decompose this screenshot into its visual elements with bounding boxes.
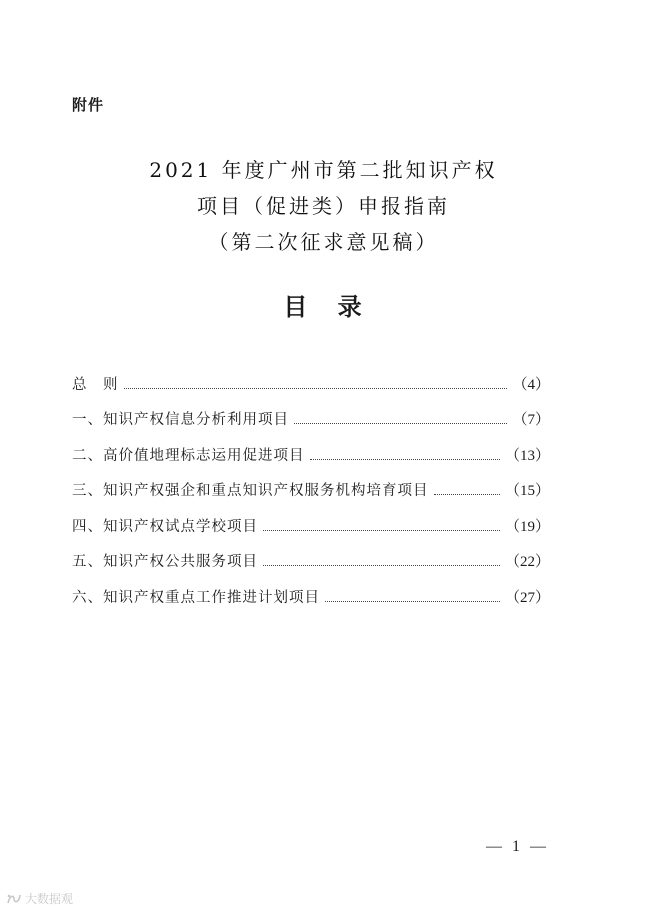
toc-item[interactable] — [72, 465, 550, 501]
document-title — [0, 152, 647, 260]
toc-leader — [310, 459, 500, 460]
toc-item-page: （27） — [504, 589, 550, 606]
toc-item[interactable] — [72, 394, 550, 430]
toc-item[interactable] — [72, 500, 550, 536]
toc-leader — [263, 565, 500, 566]
watermark-text: 大数据观 — [25, 892, 74, 906]
toc-item-label: 三、知识产权强企和重点知识产权服务机构培育项目 — [72, 483, 429, 499]
toc-item[interactable] — [72, 429, 550, 465]
toc-item[interactable] — [72, 358, 550, 394]
watermark-logo-icon — [6, 893, 22, 905]
toc-leader — [434, 494, 500, 495]
attachment-label: 附件 — [72, 96, 105, 114]
toc-item-page: （13） — [504, 447, 550, 464]
toc-item-label: 四、知识产权试点学校项目 — [72, 518, 258, 535]
toc-item[interactable] — [72, 536, 550, 572]
toc-item-page: （15） — [504, 483, 550, 499]
toc-item-label: 五、知识产权公共服务项目 — [72, 554, 258, 570]
toc-leader — [294, 423, 507, 424]
watermark — [6, 890, 73, 907]
toc-leader — [263, 530, 500, 531]
toc-item-label: 一、知识产权信息分析利用项目 — [72, 412, 289, 428]
page-number: — 1 — — [486, 838, 546, 855]
toc-item-label: 总 则 — [72, 376, 119, 393]
toc-item[interactable] — [72, 571, 550, 607]
toc-item-label: 六、知识产权重点工作推进计划项目 — [72, 589, 320, 606]
toc-item-label: 二、高价值地理标志运用促进项目 — [72, 447, 305, 464]
toc-item-page: （22） — [504, 554, 550, 570]
title-line-3: （第二次征求意见稿） — [208, 230, 439, 254]
toc-leader — [325, 601, 500, 602]
title-line-2: 项目（促进类）申报指南 — [197, 194, 450, 218]
toc-leader — [124, 388, 508, 389]
toc-item-page: （19） — [504, 518, 550, 535]
toc-item-page: （4） — [512, 376, 550, 393]
toc-item-page: （7） — [512, 412, 550, 428]
toc-heading: 目 录 — [283, 293, 364, 321]
title-line-1: 2021 年度广州市第二批知识产权 — [149, 158, 498, 182]
table-of-contents — [72, 358, 550, 607]
